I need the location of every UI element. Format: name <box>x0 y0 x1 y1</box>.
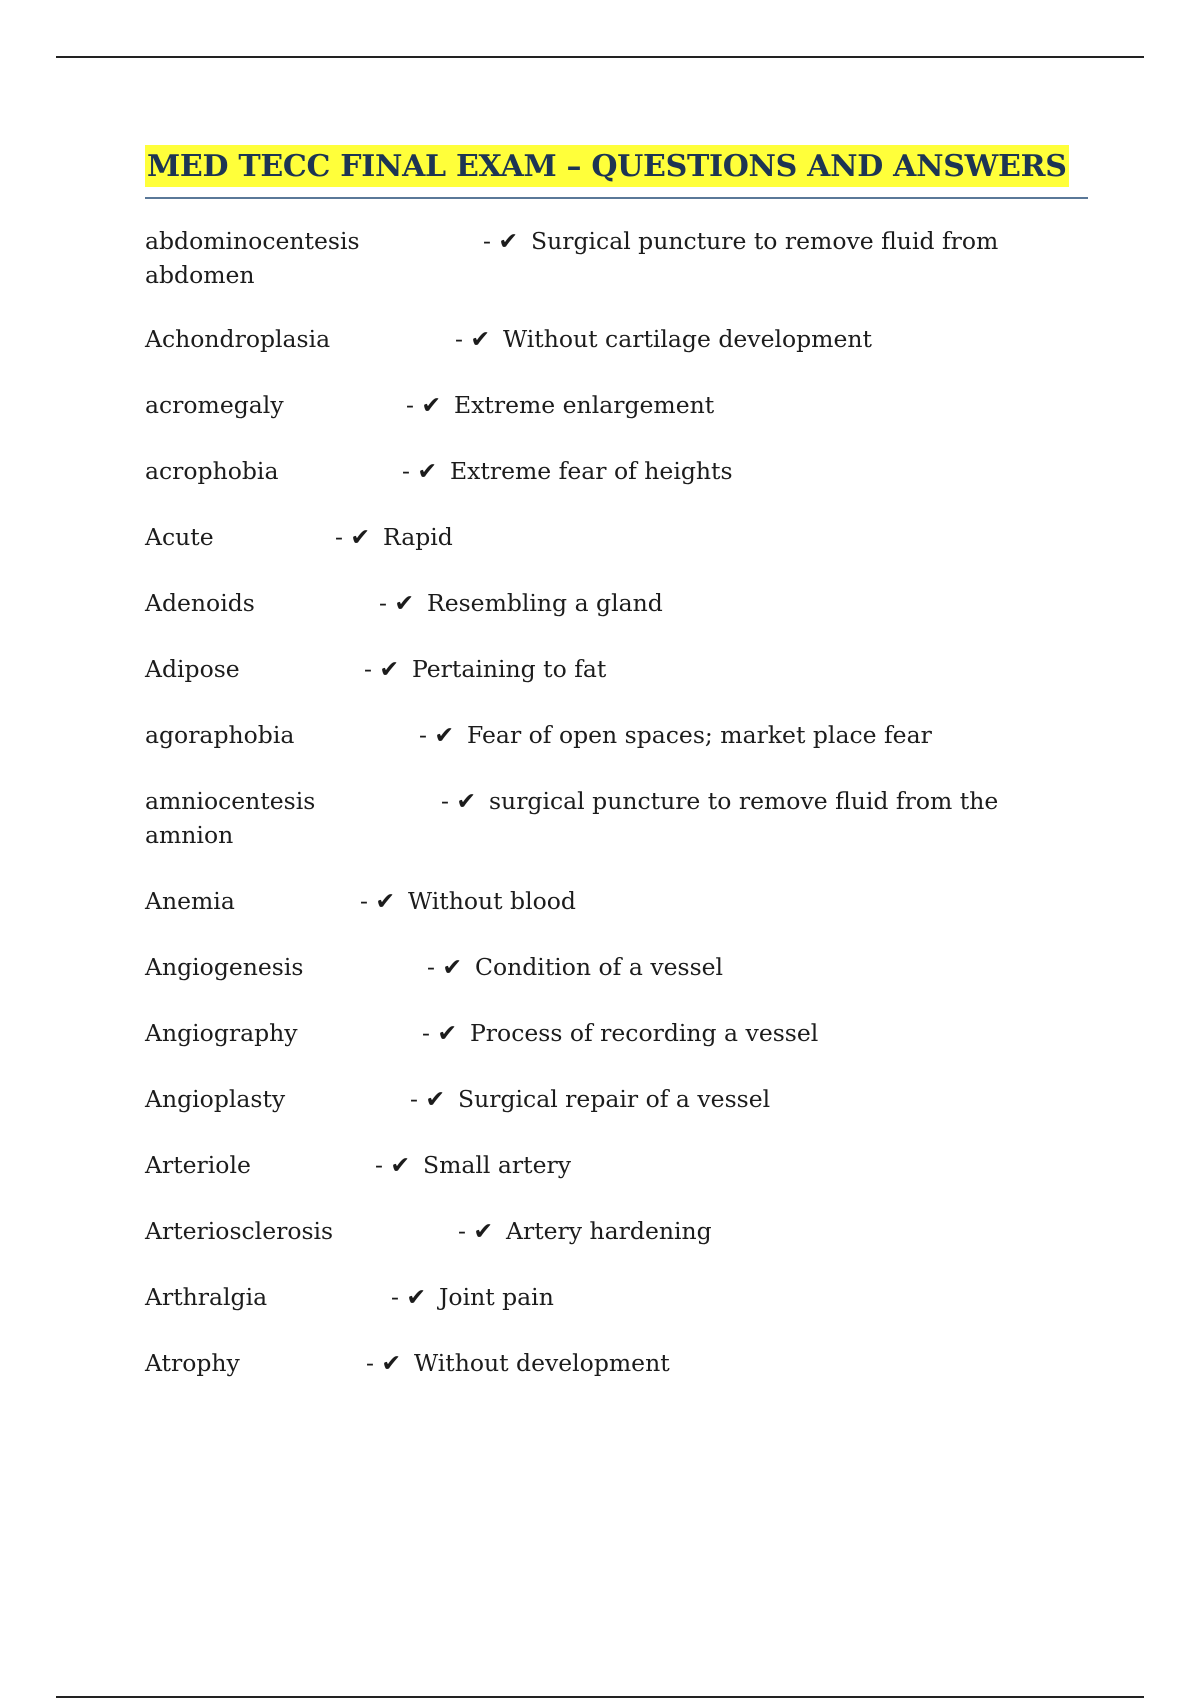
entry-definition-continuation: amnion <box>145 821 234 849</box>
check-separator-icon: - ✔ <box>402 457 438 485</box>
check-separator-icon: - ✔ <box>455 325 491 353</box>
entry-definition: Without blood <box>408 887 576 915</box>
list-item <box>145 950 1045 984</box>
entry-term: Adenoids <box>145 589 255 617</box>
check-separator-icon: - ✔ <box>483 227 519 255</box>
entry-term: Anemia <box>145 887 235 915</box>
entry-term: Angioplasty <box>145 1085 286 1113</box>
entry-definition: Process of recording a vessel <box>470 1019 819 1047</box>
entry-definition: Artery hardening <box>506 1217 712 1245</box>
entry-definition: Pertaining to fat <box>412 655 607 683</box>
list-item <box>145 1346 1045 1380</box>
check-separator-icon: - ✔ <box>375 1151 411 1179</box>
list-item <box>145 784 1045 849</box>
entry-definition: Surgical repair of a vessel <box>458 1085 771 1113</box>
check-separator-icon: - ✔ <box>427 953 463 981</box>
entry-definition: Without development <box>414 1349 670 1377</box>
check-separator-icon: - ✔ <box>458 1217 494 1245</box>
title-block <box>145 145 1088 199</box>
entry-definition: Without cartilage development <box>503 325 872 353</box>
entry-definition-line: surgical puncture to remove fluid from the <box>489 787 999 815</box>
list-item <box>145 1016 1045 1050</box>
list-item <box>145 586 1045 620</box>
entry-definition-line: Surgical puncture to remove fluid from <box>531 227 999 255</box>
list-item <box>145 718 1045 752</box>
check-separator-icon: - ✔ <box>335 523 371 551</box>
check-separator-icon: - ✔ <box>422 1019 458 1047</box>
check-separator-icon: - ✔ <box>391 1283 427 1311</box>
entry-term: acromegaly <box>145 391 284 419</box>
entry-term: agoraphobia <box>145 721 295 749</box>
check-separator-icon: - ✔ <box>364 655 400 683</box>
list-item <box>145 1280 1045 1314</box>
entry-definition: Fear of open spaces; market place fear <box>467 721 932 749</box>
entry-term: amniocentesis <box>145 787 316 815</box>
top-rule <box>56 56 1144 58</box>
entry-term: Angiogenesis <box>145 953 304 981</box>
entry-term: Angiography <box>145 1019 298 1047</box>
entry-term: Atrophy <box>145 1349 240 1377</box>
page-title: MED TECC FINAL EXAM – QUESTIONS AND ANSWERS <box>145 145 1069 187</box>
entry-definition: Resembling a gland <box>427 589 663 617</box>
list-item <box>145 652 1045 686</box>
entry-term: acrophobia <box>145 457 279 485</box>
entry-term: Acute <box>145 523 214 551</box>
check-separator-icon: - ✔ <box>379 589 415 617</box>
list-item <box>145 1148 1045 1182</box>
list-item <box>145 388 1045 422</box>
list-item <box>145 322 1045 356</box>
list-item <box>145 884 1045 918</box>
entry-term: Arteriole <box>145 1151 251 1179</box>
entry-term: Adipose <box>145 655 240 683</box>
check-separator-icon: - ✔ <box>366 1349 402 1377</box>
list-item <box>145 224 1045 289</box>
entry-term: abdominocentesis <box>145 227 360 255</box>
check-separator-icon: - ✔ <box>410 1085 446 1113</box>
entry-term: Achondroplasia <box>145 325 331 353</box>
entry-definition-continuation: abdomen <box>145 261 255 289</box>
list-item <box>145 520 1045 554</box>
entry-definition: Small artery <box>423 1151 571 1179</box>
entry-definition: Extreme fear of heights <box>450 457 733 485</box>
check-separator-icon: - ✔ <box>406 391 442 419</box>
entry-definition: Joint pain <box>439 1283 554 1311</box>
list-item <box>145 1214 1045 1248</box>
entry-definition: Condition of a vessel <box>475 953 724 981</box>
entry-term: Arthralgia <box>145 1283 268 1311</box>
list-item <box>145 1082 1045 1116</box>
entry-definition: Extreme enlargement <box>454 391 715 419</box>
bottom-rule <box>56 1696 1144 1698</box>
check-separator-icon: - ✔ <box>360 887 396 915</box>
entry-definition: Rapid <box>383 523 453 551</box>
check-separator-icon: - ✔ <box>419 721 455 749</box>
list-item <box>145 454 1045 488</box>
entry-term: Arteriosclerosis <box>145 1217 334 1245</box>
check-separator-icon: - ✔ <box>441 787 477 815</box>
